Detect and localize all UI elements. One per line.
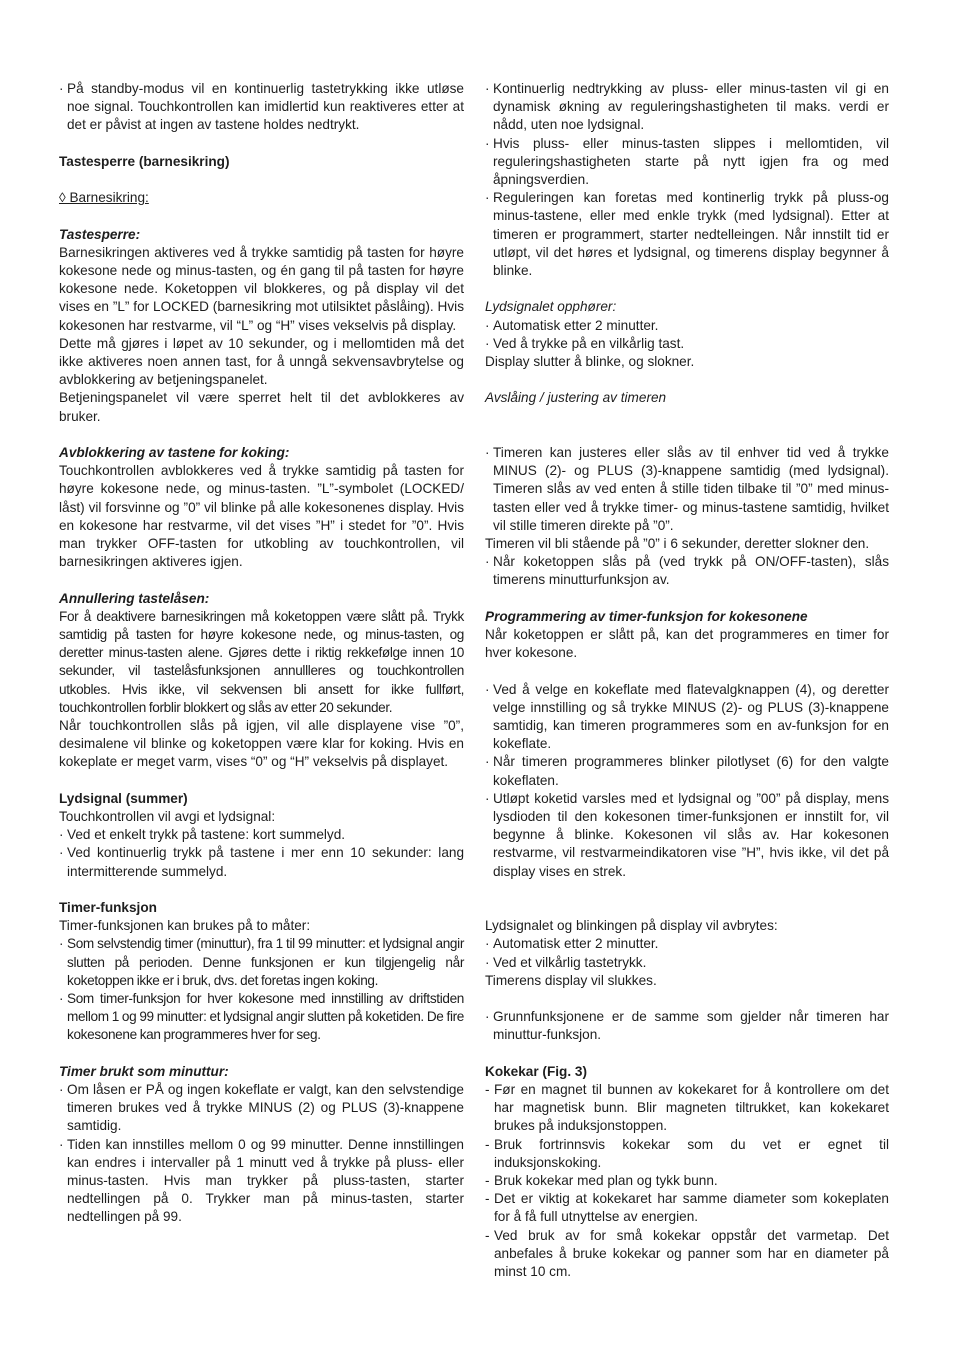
list-item: · Når timeren programmeres blinker pilotlyset (6) for den valgte kokeflaten.: [485, 753, 889, 789]
subheading-annullering: Annullering tastelåsen:: [59, 590, 210, 606]
list-item: · Når koketoppen slås på (ved trykk på ON/OFF-tasten), slås timerens minutturfunksjon av.: [485, 553, 889, 589]
list-item: - Bruk fortrinnsvis kokekar som du vet er egnet til induksjonskoking.: [485, 1136, 889, 1172]
list-item: · Ved et vilkårlig tastetrykk.: [485, 954, 889, 972]
list-item: · Kontinuerlig nedtrykking av pluss- eller minus-tasten vil gi en dynamisk økning av reguleringshastigheten til maks. verdi er nådd, uten noe lydsignal.: [485, 80, 889, 135]
paragraph: Timeren vil bli stående på ”0” i 6 sekunder, deretter slokner den.: [485, 536, 870, 552]
paragraph: Dette må gjøres i løpet av 10 sekunder, og i mellomtiden må det ikke aktiveres noen annen tast, for å unngå sekvensavbrytelse og avblokkering av betjeningspanelet.: [59, 335, 464, 388]
list-item: · Utløpt koketid varsles med et lydsignal og ”00” på display, mens lysdioden til den kokesonen timer-funksjonen er innstilt for, vil begynne å blinke. Kokesonen vil slås av. Har kokesonen restvarme, vil restvarmeindikatoren vise ”H”, hvis ikke, vil det på display vises en strek.: [485, 790, 889, 881]
list-item: · Reguleringen kan foretas med kontinerlig trykk på pluss-og minus-tastene, eller med enkle trykk (med lydsignal). Etter at timeren er programmert, starter nedtelleingen. Når innstilt tid er utløpt, vil det høres et lydsignal, og timerens display begynner å blinke.: [485, 189, 889, 280]
subheading-tastesperre: Tastesperre:: [59, 226, 141, 242]
timer-list: [59, 935, 464, 1044]
kokekar-list: [485, 1081, 889, 1281]
paragraph: Lydsignalet og blinkingen på display vil avbrytes:: [485, 918, 778, 934]
barnesikring-label: ◊ Barnesikring:: [59, 190, 149, 206]
list-item: · Timeren kan justeres eller slås av til enhver tid ved å trykke MINUS (2)- og PLUS (3)-knappene samtidig (med lydsignal). Timeren slås av ved enten å stille tiden tilbake til ”0” med minus-tasten eller ved å trykke timer- og minus-tastene samtidig, hvilket vil stille timeren direkte på ”0”.: [485, 444, 889, 535]
list-item: · Ved å trykke på en vilkårlig tast.: [485, 335, 889, 353]
paragraph: Barnesikringen aktiveres ved å trykke samtidig på tasten for høyre kokesone nede og minus-tasten, og én gang til på tasten for høyre kokesone nede. Koketoppen vil blokkeres, og på display vil det vises en ”L” for LOCKED (barnesikring mot utilsiktet påslåing). Hvis kokesonen har restvarme, vil “L” og “H” vises vekselvis på display.: [59, 244, 464, 333]
list-item: · Automatisk etter 2 minutter.: [485, 935, 889, 953]
list-item: · Automatisk etter 2 minutter.: [485, 317, 889, 335]
list-item: · Grunnfunksjonene er de samme som gjelder når timeren har minuttur-funksjon.: [485, 1008, 889, 1044]
paragraph: Display slutter å blinke, og slokner.: [485, 354, 695, 370]
regulering-list: [485, 80, 889, 280]
programmering-list: [485, 681, 889, 881]
subheading-programmering: Programmering av timer-funksjon for kokesonene: [485, 608, 808, 624]
subheading-minuttur: Timer brukt som minuttur:: [59, 1063, 229, 1079]
list-item: · Ved å velge en kokeflate med flatevalgknappen (4), og deretter velge innstilling og så trykke MINUS (2)- og PLUS (3)-knappene samtidig, kan timeren programmeres som en av-funksjon for en kokeflate.: [485, 681, 889, 754]
list-item: · Som selvstendig timer (minuttur), fra 1 til 99 minutter: et lydsignal angir slutten på perioden. Denne funksjonen er kun tilgjengelig når koketoppen ikke er i bruk, dvs. det foretas ingen koking.: [59, 935, 464, 990]
paragraph: Når touchkontrollen slås på igjen, vil alle displayene vise ”0”, desimalene vil blinke og koketoppen være klar for koking. Hvis en kokeplate er meget varm, vises “0” og “H” vekselvis på displayet.: [59, 718, 464, 770]
subheading-avblokkering: Avblokkering av tastene for koking:: [59, 445, 290, 460]
list-item: · Ved et enkelt trykk på tastene: kort summelyd.: [59, 826, 464, 844]
paragraph: Timer-funksjonen kan brukes på to måter:: [59, 918, 311, 934]
avslaaing-list: [485, 444, 889, 535]
subheading-avslaaing: Avslåing / justering av timeren: [485, 390, 667, 406]
heading-timer: Timer-funksjon: [59, 900, 157, 916]
minuttur-list: [59, 1081, 464, 1227]
list-item: - Bruk kokekar med plan og tykk bunn.: [485, 1172, 889, 1190]
left-column: [59, 80, 464, 1227]
subheading-lydsignalet: Lydsignalet opphører:: [485, 299, 617, 315]
avbrytes-list: [485, 935, 889, 971]
list-item: · På standby-modus vil en kontinuerlig tastetrykking ikke utløse noe signal. Touchkontrollen kan imidlertid kun reaktiveres etter at det er påvist at ingen av tastene holdes nedtrykt.: [59, 80, 464, 135]
lydsignal-list: [59, 826, 464, 881]
paragraph: Timerens display vil slukkes.: [485, 972, 657, 988]
list-item: · Tiden kan innstilles mellom 0 og 99 minutter. Denne innstillingen kan endres i intervaller på 1 minutt ved å trykke på pluss- eller minus-tasten. Hvis man trykker på pluss-tasten, starter nedtellingen på 0. Trykker man på minus-tasten, starter nedtellingen på 99.: [59, 1136, 464, 1227]
grunn-list: [485, 1008, 889, 1044]
heading-kokekar: Kokekar (Fig. 3): [485, 1063, 587, 1079]
list-item: - Ved bruk av for små kokekar oppstår det varmetap. Det anbefales å bruke kokekar og panner som har en diameter på minst 10 cm.: [485, 1227, 889, 1282]
list-item: - Før en magnet til bunnen av kokekaret for å kontrollere om det har magnetisk bunn. Blir magneten tiltrukket, kan kokekaret brukes på induksjonstoppen.: [485, 1081, 889, 1136]
paragraph: Betjeningspanelet vil være sperret helt til det avblokkeres av bruker.: [59, 390, 464, 424]
list-item: · Hvis pluss- eller minus-tasten slippes i mellomtiden, vil reguleringshastigheten starte på nytt igjen fra og med åpningsverdien.: [485, 135, 889, 190]
standby-list: [59, 80, 464, 135]
list-item: · Som timer-funksjon for hver kokesone med innstilling av driftstiden mellom 1 og 99 minutter: et lydsignal angir slutten på koketiden. De fire kokesonene kan programmeres hver for seg.: [59, 990, 464, 1045]
avslaaing-list-2: [485, 553, 889, 589]
list-item: · Ved kontinuerlig trykk på tastene i mer enn 10 sekunder: lang intermitterende summelyd.: [59, 844, 464, 880]
paragraph: Touchkontrollen avblokkeres ved å trykke samtidig på tasten for høyre kokesone nede, og minus-tasten. ”L”-symbolet (LOCKED/ låst) vil forsvinne og ”0” vil blinke på alle kokesonenes display. Hvis en kokesone har restvarme, vil det vises ”H” i stedet for ”0”. Hvis man trykker OFF-tasten for utkobling av touchkontrollen, vil barnesikringen aktiveres igjen.: [59, 463, 464, 570]
heading-lydsignal: Lydsignal (summer): [59, 790, 188, 806]
right-column: [485, 80, 889, 1281]
lydsignalet-list: [485, 317, 889, 353]
paragraph: Når koketoppen er slått på, kan det programmeres en timer for hver kokesone.: [485, 627, 889, 661]
heading-tastesperre: Tastesperre (barnesikring): [59, 153, 230, 169]
list-item: - Det er viktig at kokekaret har samme diameter som kokeplaten for å få full utnyttelse av energien.: [485, 1190, 889, 1226]
list-item: · Om låsen er PÅ og ingen kokeflate er valgt, kan den selvstendige timeren brukes ved å trykke MINUS (2) og PLUS (3)-knappene samtidig.: [59, 1081, 464, 1136]
paragraph: Touchkontrollen vil avgi et lydsignal:: [59, 809, 276, 825]
paragraph: For å deaktivere barnesikringen må koketoppen være slått på. Trykk samtidig på tasten for høyre kokesone nede, og minus-tasten, og deretter minus-tasten alene. Gjøres dette i riktig rekkefølge innen 10 sekunder, vil tastelåsfunksjonen annullleres og touchkontrollen utkobles. Hvis ikke, vil sekvensen bli ansett for ikke fullført, touchkontrollen forblir blokkert og slås av etter 20 sekunder.: [59, 608, 464, 715]
